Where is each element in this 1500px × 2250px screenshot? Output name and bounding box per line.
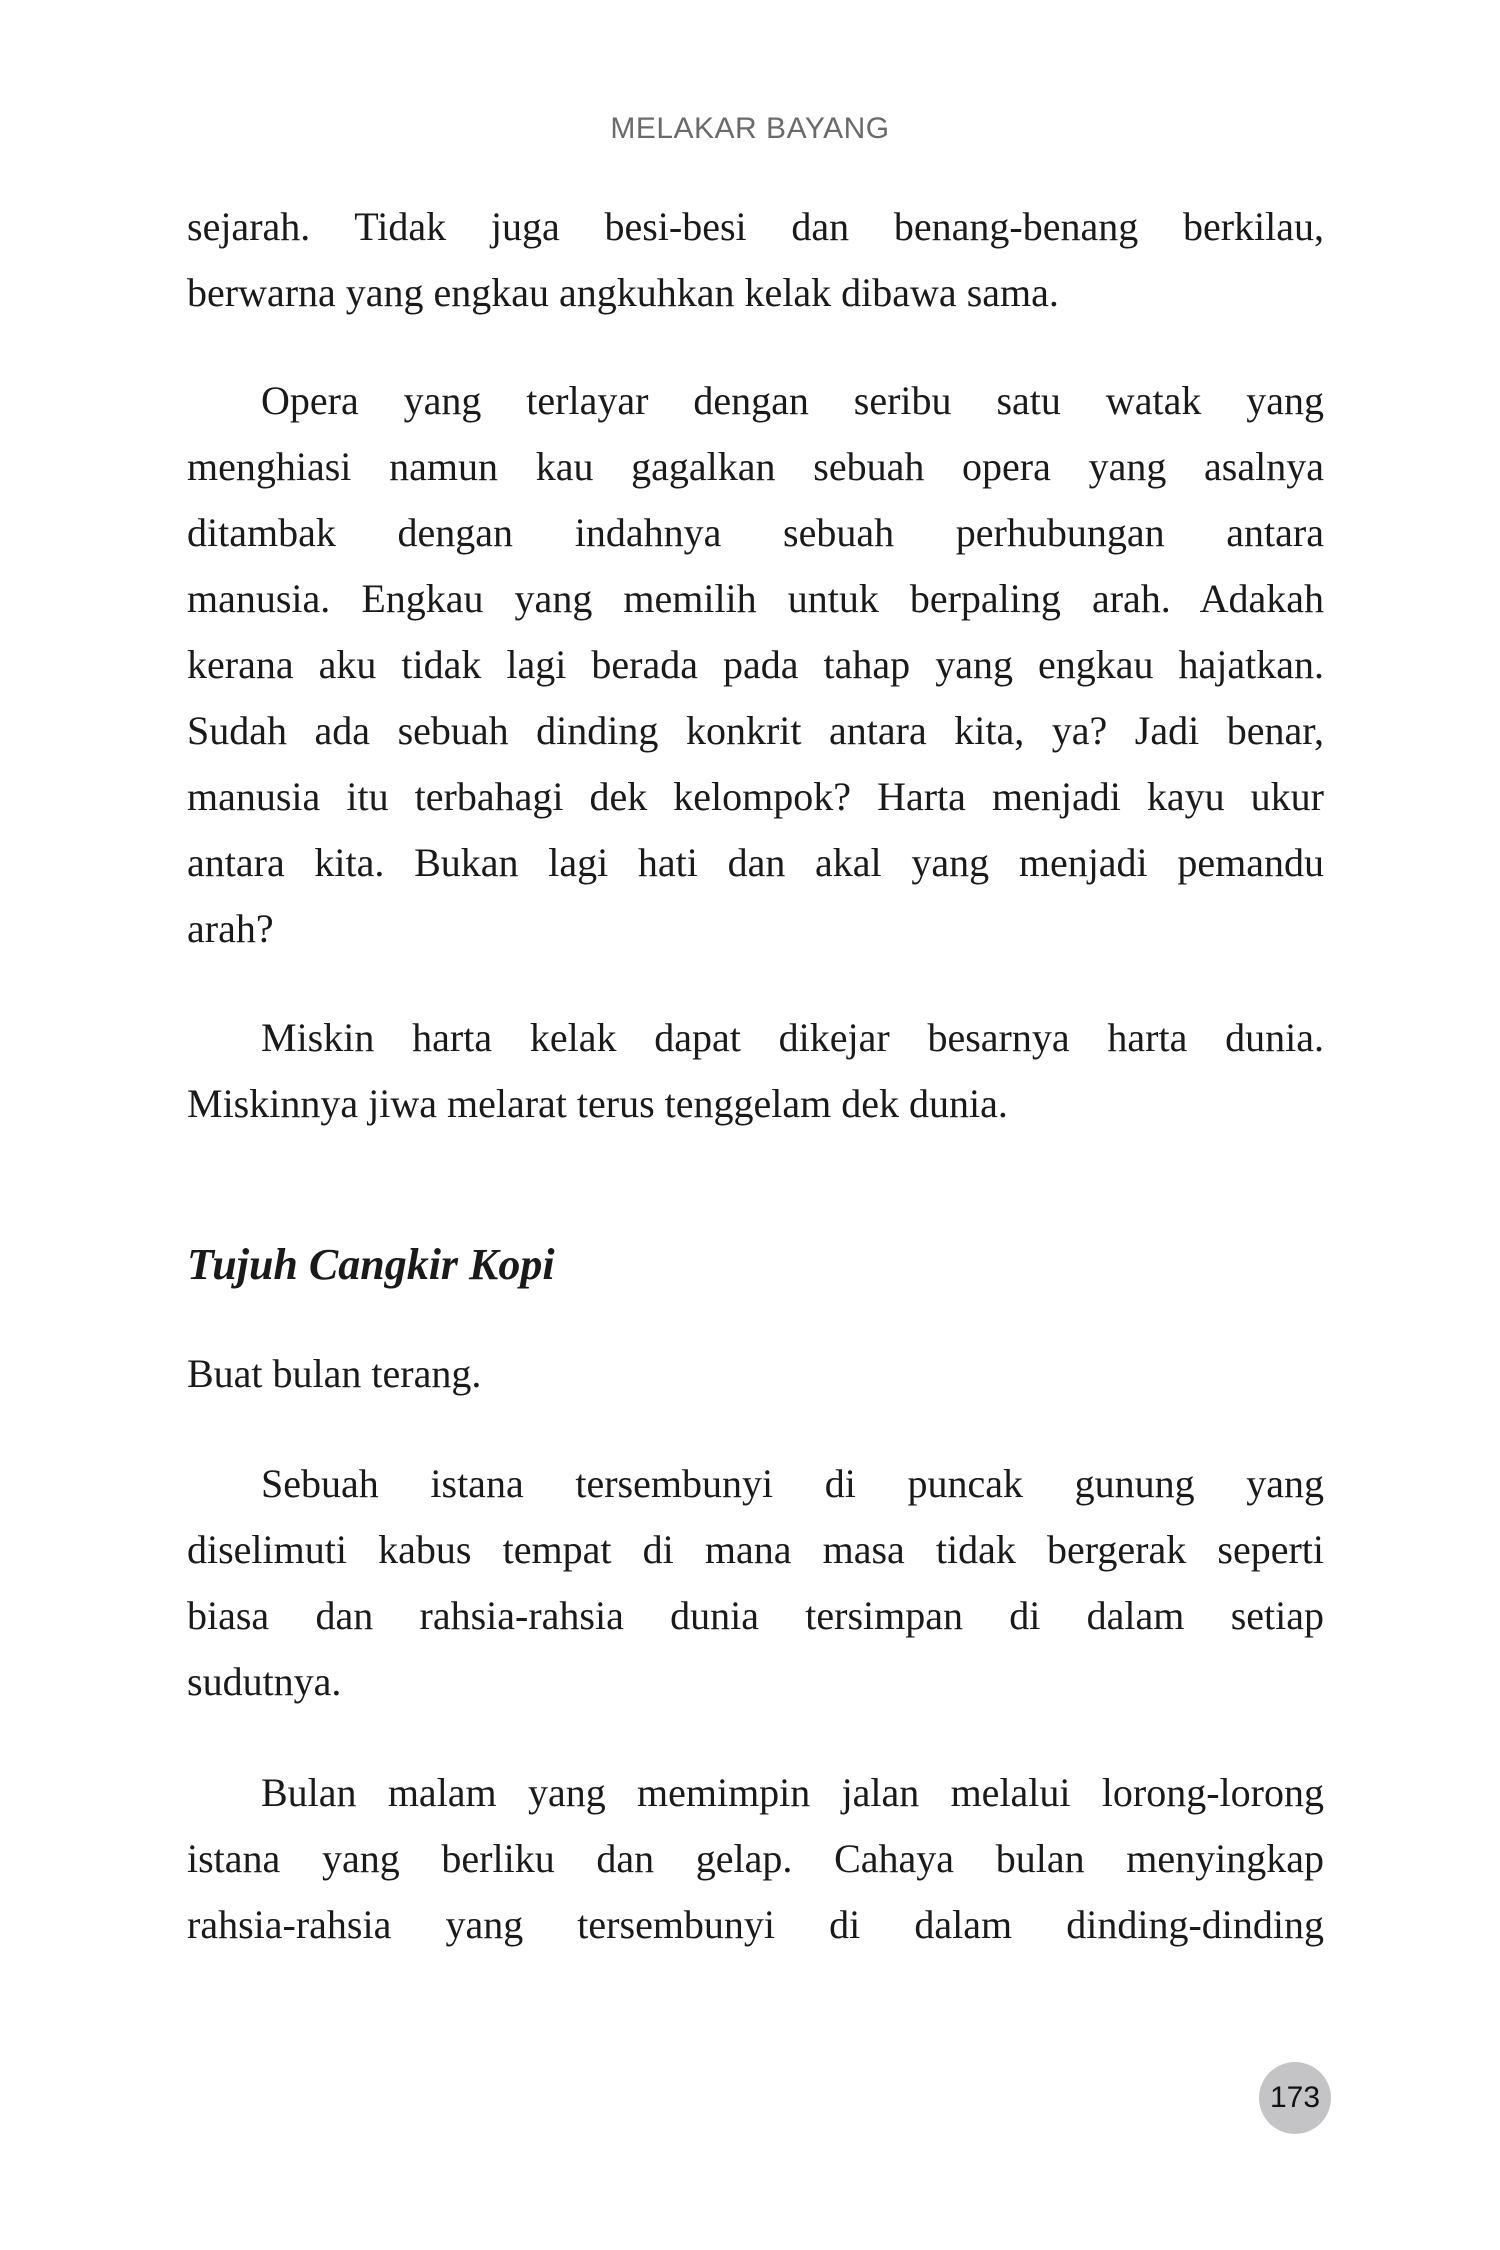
page-number: 173 (1269, 2081, 1321, 2114)
text-line: sudutnya. (187, 1659, 342, 1704)
text-line: Bulan malam yang memimpin jalan melalui lorong-lorong (261, 1770, 1324, 1815)
text-line: menghiasi namun kau gagalkan sebuah opera yang asalnya (187, 444, 1324, 489)
text-line: antara kita. Bukan lagi hati dan akal yang menjadi pemandu (187, 840, 1324, 885)
text-line: Sebuah istana tersembunyi di puncak gunung yang (261, 1461, 1324, 1506)
text-line: manusia. Engkau yang memilih untuk berpaling arah. Adakah (187, 576, 1324, 621)
text-line: istana yang berliku dan gelap. Cahaya bulan menyingkap (187, 1836, 1324, 1881)
text-line: Miskinnya jiwa melarat terus tenggelam dek dunia. (187, 1081, 1008, 1126)
text-line: manusia itu terbahagi dek kelompok? Harta menjadi kayu ukur (187, 774, 1324, 819)
text-line: sejarah. Tidak juga besi-besi dan benang-benang berkilau, (187, 204, 1324, 249)
paragraph (187, 194, 1324, 326)
text-line: kerana aku tidak lagi berada pada tahap yang engkau hajatkan. (187, 642, 1324, 687)
paragraph (187, 1005, 1324, 1137)
page-number-badge (1259, 2062, 1331, 2134)
paragraph (187, 368, 1324, 962)
running-header: MELAKAR BAYANG (610, 112, 890, 145)
paragraph (187, 1760, 1324, 1958)
text-line: Opera yang terlayar dengan seribu satu watak yang (261, 378, 1324, 423)
section-title: Tujuh Cangkir Kopi (187, 1240, 555, 1289)
text-line: berwarna yang engkau angkuhkan kelak dibawa sama. (187, 270, 1059, 315)
text-line: rahsia-rahsia yang tersembunyi di dalam dinding-dinding (187, 1902, 1324, 1947)
text-line: arah? (187, 906, 274, 951)
paragraph (187, 1341, 1324, 1407)
paragraph (187, 1451, 1324, 1715)
text-line: ditambak dengan indahnya sebuah perhubungan antara (187, 510, 1324, 555)
text-line: Sudah ada sebuah dinding konkrit antara kita, ya? Jadi benar, (187, 708, 1324, 753)
text-line: diselimuti kabus tempat di mana masa tidak bergerak seperti (187, 1527, 1324, 1572)
text-line: Miskin harta kelak dapat dikejar besarnya harta dunia. (261, 1015, 1324, 1060)
text-line: biasa dan rahsia-rahsia dunia tersimpan di dalam setiap (187, 1593, 1324, 1638)
text-line: Buat bulan terang. (187, 1351, 482, 1396)
